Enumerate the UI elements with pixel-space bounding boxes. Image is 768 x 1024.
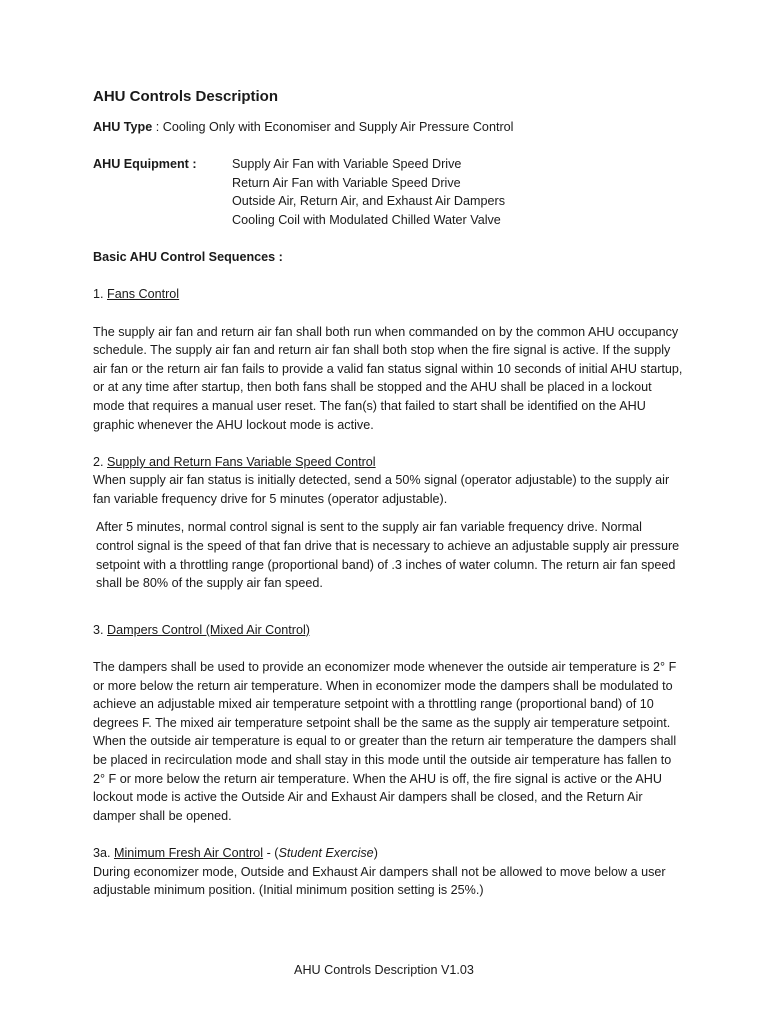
ahu-type-value: Cooling Only with Economiser and Supply Air Pressure Control xyxy=(162,120,514,134)
equipment-list xyxy=(232,155,505,229)
section-3a-title: Minimum Fresh Air Control xyxy=(114,845,264,860)
document-body xyxy=(93,86,683,900)
ahu-type-label: AHU Type xyxy=(93,120,153,134)
section-3a-note: Student Exercise xyxy=(278,845,374,860)
section-2-heading xyxy=(93,453,683,472)
section-1-number: 1. xyxy=(93,287,108,302)
section-3a-number: 3a. xyxy=(93,845,115,860)
equipment-block xyxy=(93,155,683,229)
ahu-type-separator: : xyxy=(152,120,163,134)
section-1-title: Fans Control xyxy=(107,287,180,302)
section-2-body-1: When supply air fan status is initially detected, send a 50% signal (operator adjustable) to the supply air fan variable frequency drive for 5 minutes (operator adjustable). xyxy=(93,473,670,506)
section-3a-heading xyxy=(93,844,683,863)
page-footer: AHU Controls Description V1.03 xyxy=(294,963,474,977)
section-1-body: The supply air fan and return air fan shall both run when commanded on by the common AHU occupancy schedule. The supply air fan and return air fan shall both stop when the fire signal is active. If the supply air fan or the return air fan fails to provide a valid fan status signal within 10 seconds of initial AHU startup, or at any time after startup, then both fans shall be stopped and the AHU shall be placed in a lockout mode that requires a manual user reset. The fan(s) that failed to start shall be identified on the AHU graphic whenever the AHU lockout mode is active. xyxy=(93,324,683,432)
section-3a-body: During economizer mode, Outside and Exhaust Air dampers shall not be allowed to move below a user adjustable minimum position. (Initial minimum position setting is 25%.) xyxy=(93,864,666,898)
section-3-number: 3. xyxy=(93,622,108,637)
section-3a-dash: - ( xyxy=(263,845,279,860)
document-title: AHU Controls Description xyxy=(93,88,279,105)
section-3a-close: ) xyxy=(373,845,378,860)
equipment-item: Return Air Fan with Variable Speed Drive xyxy=(232,175,461,190)
equipment-item: Supply Air Fan with Variable Speed Drive xyxy=(232,157,462,172)
section-3-heading xyxy=(93,621,683,640)
section-3-title: Dampers Control (Mixed Air Control) xyxy=(107,622,310,637)
equipment-item: Cooling Coil with Modulated Chilled Water Valve xyxy=(232,212,501,227)
section-2-number: 2. xyxy=(93,454,108,469)
section-1-heading xyxy=(93,285,683,304)
section-3-body: The dampers shall be used to provide an economizer mode whenever the outside air temperature is 2° F or more below the return air temperature. When in economizer mode the dampers shall be modulated to achieve an adjustable mixed air temperature setpoint with a throttling range (proportional band) of 10 degrees F. The mixed air temperature setpoint shall be the same as the supply air temperature setpoint. When the outside air temperature is equal to or greater than the return air temperature the dampers shall be placed in recirculation mode and shall stay in this mode until the outside air temperature has fallen to 2° F or more below the return air temperature. When the AHU is off, the fire signal is active or the AHU lockout mode is active the Outside Air and Exhaust Air dampers shall be closed, and the Return Air damper shall be opened. xyxy=(93,660,677,823)
sequences-heading: Basic AHU Control Sequences : xyxy=(93,250,283,265)
equipment-item: Outside Air, Return Air, and Exhaust Air Dampers xyxy=(232,194,505,209)
section-2-title: Supply and Return Fans Variable Speed Control xyxy=(107,454,376,469)
ahu-type-line xyxy=(93,118,683,137)
section-2-body-2: After 5 minutes, normal control signal is sent to the supply air fan variable frequency drive. Normal control signal is the speed of that fan drive that is necessary to achieve an adjustable supply air pressure setpoint with a throttling range (proportional band) of .3 inches of water column. The return air fan speed shall be 80% of the supply air fan speed. xyxy=(96,520,680,591)
equipment-label: AHU Equipment : xyxy=(93,157,197,172)
